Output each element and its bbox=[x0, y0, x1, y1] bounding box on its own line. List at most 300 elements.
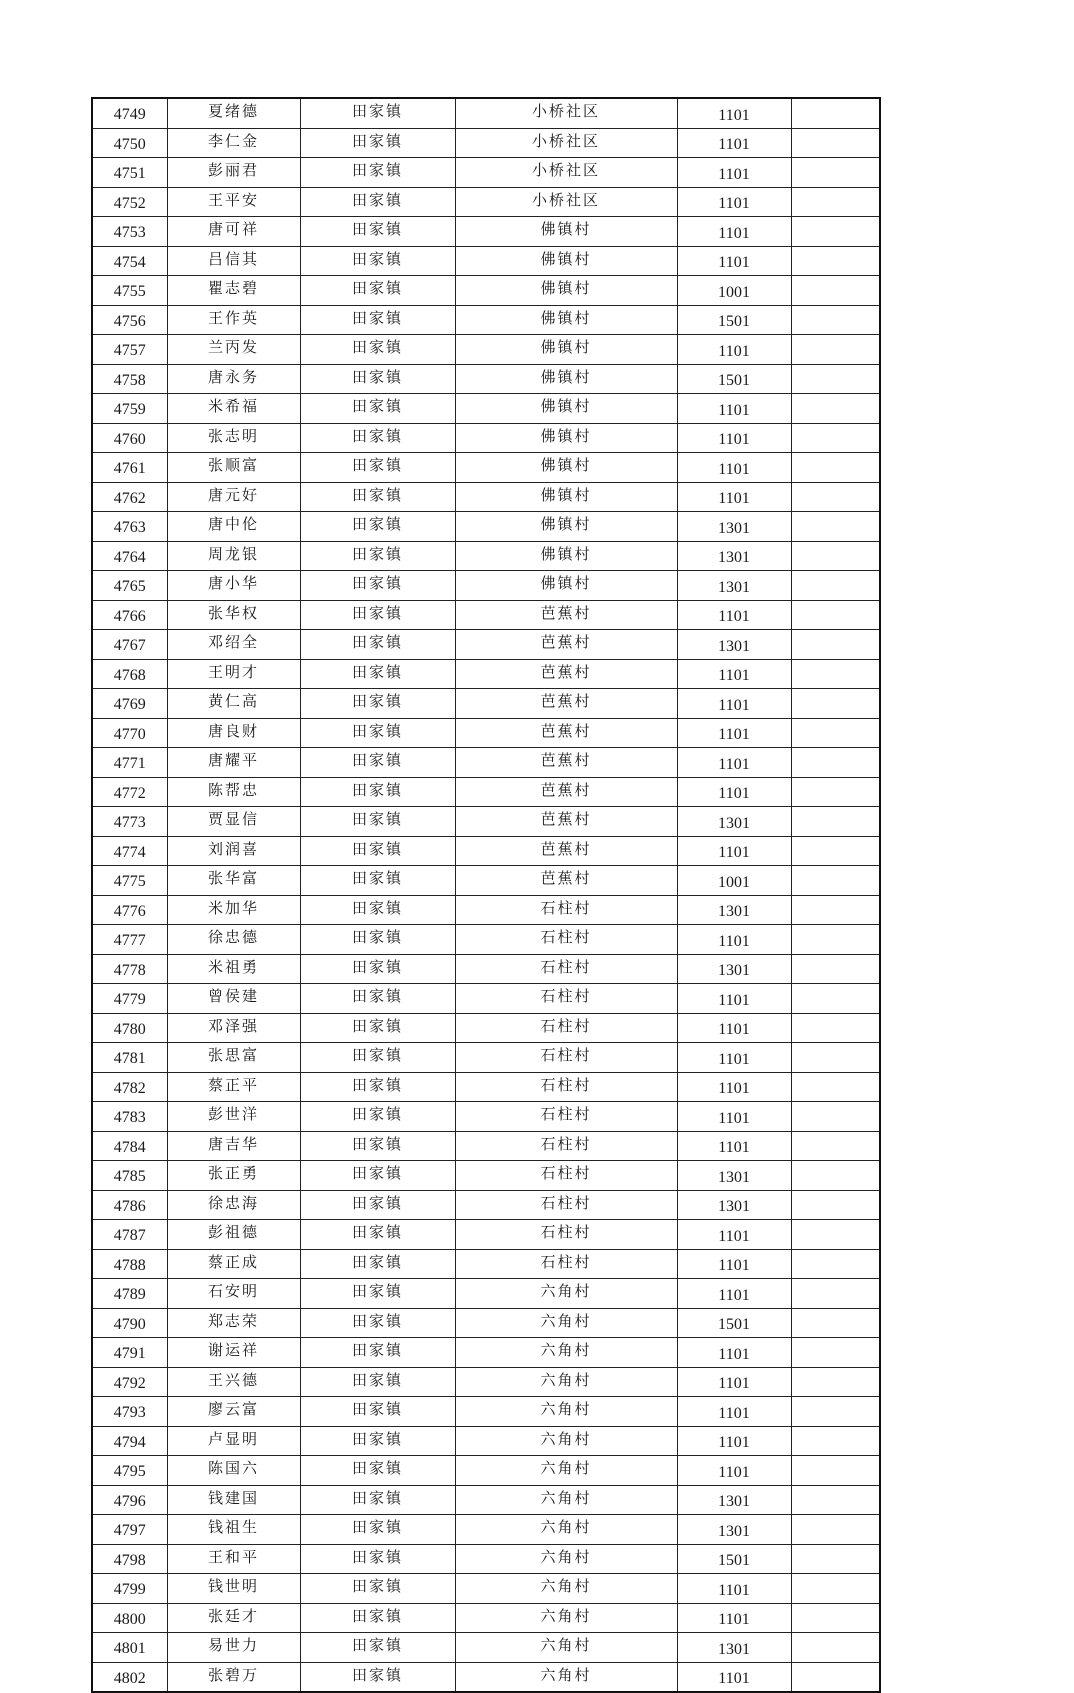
table-row bbox=[92, 158, 880, 188]
record-number-cell: 4753 bbox=[92, 217, 167, 247]
record-number-cell: 4771 bbox=[92, 748, 167, 778]
record-number-cell: 4798 bbox=[92, 1544, 167, 1574]
note-cell bbox=[791, 1367, 880, 1397]
person-name-cell: 唐中伦 bbox=[167, 512, 300, 542]
table-row bbox=[92, 689, 880, 719]
village-cell: 六角村 bbox=[455, 1426, 677, 1456]
record-number-cell: 4783 bbox=[92, 1102, 167, 1132]
person-name-cell: 钱建国 bbox=[167, 1485, 300, 1515]
code-cell: 1501 bbox=[677, 1308, 791, 1338]
note-cell bbox=[791, 98, 880, 128]
note-cell bbox=[791, 571, 880, 601]
table-row bbox=[92, 1220, 880, 1250]
person-name-cell: 邓泽强 bbox=[167, 1013, 300, 1043]
record-number-cell: 4793 bbox=[92, 1397, 167, 1427]
town-cell: 田家镇 bbox=[300, 1190, 455, 1220]
table-row bbox=[92, 630, 880, 660]
village-cell: 石柱村 bbox=[455, 1013, 677, 1043]
record-number-cell: 4766 bbox=[92, 600, 167, 630]
record-number-cell: 4764 bbox=[92, 541, 167, 571]
note-cell bbox=[791, 1190, 880, 1220]
code-cell: 1301 bbox=[677, 571, 791, 601]
town-cell: 田家镇 bbox=[300, 777, 455, 807]
person-name-cell: 米加华 bbox=[167, 895, 300, 925]
table-row bbox=[92, 748, 880, 778]
person-name-cell: 夏绪德 bbox=[167, 98, 300, 128]
village-cell: 石柱村 bbox=[455, 925, 677, 955]
note-cell bbox=[791, 748, 880, 778]
code-cell: 1101 bbox=[677, 1072, 791, 1102]
table-row bbox=[92, 1662, 880, 1692]
record-number-cell: 4776 bbox=[92, 895, 167, 925]
town-cell: 田家镇 bbox=[300, 1485, 455, 1515]
table-row bbox=[92, 571, 880, 601]
village-cell: 六角村 bbox=[455, 1574, 677, 1604]
table-row bbox=[92, 335, 880, 365]
note-cell bbox=[791, 807, 880, 837]
table-row bbox=[92, 600, 880, 630]
code-cell: 1101 bbox=[677, 718, 791, 748]
village-cell: 佛镇村 bbox=[455, 305, 677, 335]
code-cell: 1101 bbox=[677, 1426, 791, 1456]
village-cell: 佛镇村 bbox=[455, 276, 677, 306]
table-row bbox=[92, 364, 880, 394]
record-number-cell: 4790 bbox=[92, 1308, 167, 1338]
record-number-cell: 4782 bbox=[92, 1072, 167, 1102]
code-cell: 1001 bbox=[677, 866, 791, 896]
village-cell: 小桥社区 bbox=[455, 98, 677, 128]
town-cell: 田家镇 bbox=[300, 482, 455, 512]
code-cell: 1101 bbox=[677, 423, 791, 453]
person-name-cell: 郑志荣 bbox=[167, 1308, 300, 1338]
village-cell: 石柱村 bbox=[455, 954, 677, 984]
village-cell: 六角村 bbox=[455, 1633, 677, 1663]
town-cell: 田家镇 bbox=[300, 1220, 455, 1250]
code-cell: 1101 bbox=[677, 482, 791, 512]
table-row bbox=[92, 453, 880, 483]
town-cell: 田家镇 bbox=[300, 895, 455, 925]
village-cell: 六角村 bbox=[455, 1485, 677, 1515]
town-cell: 田家镇 bbox=[300, 1515, 455, 1545]
code-cell: 1501 bbox=[677, 364, 791, 394]
village-cell: 六角村 bbox=[455, 1367, 677, 1397]
town-cell: 田家镇 bbox=[300, 1662, 455, 1692]
note-cell bbox=[791, 1485, 880, 1515]
code-cell: 1101 bbox=[677, 1102, 791, 1132]
code-cell: 1301 bbox=[677, 807, 791, 837]
note-cell bbox=[791, 187, 880, 217]
table-row bbox=[92, 1102, 880, 1132]
note-cell bbox=[791, 541, 880, 571]
code-cell: 1101 bbox=[677, 1456, 791, 1486]
village-cell: 六角村 bbox=[455, 1603, 677, 1633]
person-name-cell: 刘润喜 bbox=[167, 836, 300, 866]
record-number-cell: 4763 bbox=[92, 512, 167, 542]
person-name-cell: 陈帮忠 bbox=[167, 777, 300, 807]
table-row bbox=[92, 1544, 880, 1574]
town-cell: 田家镇 bbox=[300, 541, 455, 571]
town-cell: 田家镇 bbox=[300, 1249, 455, 1279]
table-row bbox=[92, 1515, 880, 1545]
village-cell: 小桥社区 bbox=[455, 187, 677, 217]
person-name-cell: 米希福 bbox=[167, 394, 300, 424]
record-number-cell: 4781 bbox=[92, 1043, 167, 1073]
town-cell: 田家镇 bbox=[300, 659, 455, 689]
note-cell bbox=[791, 777, 880, 807]
village-cell: 石柱村 bbox=[455, 1190, 677, 1220]
village-cell: 六角村 bbox=[455, 1456, 677, 1486]
record-number-cell: 4752 bbox=[92, 187, 167, 217]
village-cell: 石柱村 bbox=[455, 1072, 677, 1102]
table-row bbox=[92, 305, 880, 335]
person-name-cell: 王兴德 bbox=[167, 1367, 300, 1397]
person-name-cell: 唐吉华 bbox=[167, 1131, 300, 1161]
table-body bbox=[92, 98, 880, 1692]
table-row bbox=[92, 1161, 880, 1191]
note-cell bbox=[791, 1515, 880, 1545]
person-name-cell: 张华富 bbox=[167, 866, 300, 896]
note-cell bbox=[791, 1338, 880, 1368]
code-cell: 1101 bbox=[677, 394, 791, 424]
person-name-cell: 邓绍全 bbox=[167, 630, 300, 660]
town-cell: 田家镇 bbox=[300, 364, 455, 394]
code-cell: 1101 bbox=[677, 1279, 791, 1309]
person-name-cell: 张碧万 bbox=[167, 1662, 300, 1692]
code-cell: 1101 bbox=[677, 1249, 791, 1279]
table-row bbox=[92, 1249, 880, 1279]
code-cell: 1101 bbox=[677, 1662, 791, 1692]
village-cell: 芭蕉村 bbox=[455, 807, 677, 837]
person-name-cell: 唐小华 bbox=[167, 571, 300, 601]
town-cell: 田家镇 bbox=[300, 246, 455, 276]
town-cell: 田家镇 bbox=[300, 1308, 455, 1338]
town-cell: 田家镇 bbox=[300, 423, 455, 453]
code-cell: 1101 bbox=[677, 1043, 791, 1073]
village-cell: 芭蕉村 bbox=[455, 659, 677, 689]
note-cell bbox=[791, 512, 880, 542]
person-name-cell: 徐忠德 bbox=[167, 925, 300, 955]
code-cell: 1101 bbox=[677, 1603, 791, 1633]
village-cell: 芭蕉村 bbox=[455, 630, 677, 660]
village-cell: 芭蕉村 bbox=[455, 836, 677, 866]
code-cell: 1101 bbox=[677, 98, 791, 128]
village-cell: 佛镇村 bbox=[455, 394, 677, 424]
table-row bbox=[92, 276, 880, 306]
note-cell bbox=[791, 866, 880, 896]
code-cell: 1101 bbox=[677, 600, 791, 630]
person-name-cell: 米祖勇 bbox=[167, 954, 300, 984]
table-row bbox=[92, 895, 880, 925]
village-cell: 石柱村 bbox=[455, 1220, 677, 1250]
record-number-cell: 4759 bbox=[92, 394, 167, 424]
note-cell bbox=[791, 1102, 880, 1132]
code-cell: 1101 bbox=[677, 187, 791, 217]
town-cell: 田家镇 bbox=[300, 128, 455, 158]
code-cell: 1101 bbox=[677, 1013, 791, 1043]
person-name-cell: 兰丙发 bbox=[167, 335, 300, 365]
person-name-cell: 王和平 bbox=[167, 1544, 300, 1574]
town-cell: 田家镇 bbox=[300, 689, 455, 719]
table-row bbox=[92, 1131, 880, 1161]
record-number-cell: 4757 bbox=[92, 335, 167, 365]
code-cell: 1101 bbox=[677, 659, 791, 689]
table-row bbox=[92, 1279, 880, 1309]
code-cell: 1101 bbox=[677, 158, 791, 188]
code-cell: 1101 bbox=[677, 217, 791, 247]
table-row bbox=[92, 187, 880, 217]
record-number-cell: 4779 bbox=[92, 984, 167, 1014]
record-number-cell: 4794 bbox=[92, 1426, 167, 1456]
code-cell: 1501 bbox=[677, 1544, 791, 1574]
town-cell: 田家镇 bbox=[300, 954, 455, 984]
town-cell: 田家镇 bbox=[300, 187, 455, 217]
record-number-cell: 4774 bbox=[92, 836, 167, 866]
person-name-cell: 唐元好 bbox=[167, 482, 300, 512]
code-cell: 1101 bbox=[677, 335, 791, 365]
village-cell: 佛镇村 bbox=[455, 335, 677, 365]
person-name-cell: 廖云富 bbox=[167, 1397, 300, 1427]
record-number-cell: 4789 bbox=[92, 1279, 167, 1309]
person-name-cell: 黄仁高 bbox=[167, 689, 300, 719]
person-name-cell: 唐可祥 bbox=[167, 217, 300, 247]
village-cell: 石柱村 bbox=[455, 1131, 677, 1161]
person-name-cell: 王平安 bbox=[167, 187, 300, 217]
person-name-cell: 彭世洋 bbox=[167, 1102, 300, 1132]
code-cell: 1301 bbox=[677, 630, 791, 660]
town-cell: 田家镇 bbox=[300, 1603, 455, 1633]
village-cell: 小桥社区 bbox=[455, 128, 677, 158]
table-row bbox=[92, 1308, 880, 1338]
code-cell: 1301 bbox=[677, 895, 791, 925]
note-cell bbox=[791, 1161, 880, 1191]
person-name-cell: 张华权 bbox=[167, 600, 300, 630]
note-cell bbox=[791, 1131, 880, 1161]
town-cell: 田家镇 bbox=[300, 512, 455, 542]
village-cell: 佛镇村 bbox=[455, 512, 677, 542]
town-cell: 田家镇 bbox=[300, 866, 455, 896]
note-cell bbox=[791, 364, 880, 394]
code-cell: 1301 bbox=[677, 1485, 791, 1515]
note-cell bbox=[791, 246, 880, 276]
note-cell bbox=[791, 1072, 880, 1102]
person-name-cell: 张顺富 bbox=[167, 453, 300, 483]
person-name-cell: 周龙银 bbox=[167, 541, 300, 571]
person-name-cell: 卢显明 bbox=[167, 1426, 300, 1456]
table-row bbox=[92, 423, 880, 453]
record-number-cell: 4775 bbox=[92, 866, 167, 896]
table-row bbox=[92, 541, 880, 571]
code-cell: 1101 bbox=[677, 246, 791, 276]
village-cell: 石柱村 bbox=[455, 1102, 677, 1132]
note-cell bbox=[791, 1426, 880, 1456]
person-name-cell: 彭丽君 bbox=[167, 158, 300, 188]
record-number-cell: 4777 bbox=[92, 925, 167, 955]
note-cell bbox=[791, 1043, 880, 1073]
village-cell: 佛镇村 bbox=[455, 364, 677, 394]
table-row bbox=[92, 1013, 880, 1043]
person-name-cell: 唐永务 bbox=[167, 364, 300, 394]
table-row bbox=[92, 1426, 880, 1456]
town-cell: 田家镇 bbox=[300, 158, 455, 188]
village-cell: 芭蕉村 bbox=[455, 718, 677, 748]
note-cell bbox=[791, 1544, 880, 1574]
person-name-cell: 瞿志碧 bbox=[167, 276, 300, 306]
town-cell: 田家镇 bbox=[300, 807, 455, 837]
town-cell: 田家镇 bbox=[300, 276, 455, 306]
note-cell bbox=[791, 1662, 880, 1692]
village-cell: 芭蕉村 bbox=[455, 689, 677, 719]
record-number-cell: 4762 bbox=[92, 482, 167, 512]
record-number-cell: 4770 bbox=[92, 718, 167, 748]
table-row bbox=[92, 866, 880, 896]
record-number-cell: 4755 bbox=[92, 276, 167, 306]
table-row bbox=[92, 984, 880, 1014]
code-cell: 1101 bbox=[677, 453, 791, 483]
note-cell bbox=[791, 423, 880, 453]
town-cell: 田家镇 bbox=[300, 1574, 455, 1604]
code-cell: 1101 bbox=[677, 925, 791, 955]
note-cell bbox=[791, 335, 880, 365]
note-cell bbox=[791, 1574, 880, 1604]
town-cell: 田家镇 bbox=[300, 925, 455, 955]
record-number-cell: 4801 bbox=[92, 1633, 167, 1663]
table-row bbox=[92, 217, 880, 247]
town-cell: 田家镇 bbox=[300, 1456, 455, 1486]
record-number-cell: 4749 bbox=[92, 98, 167, 128]
note-cell bbox=[791, 1397, 880, 1427]
village-cell: 六角村 bbox=[455, 1308, 677, 1338]
table-row bbox=[92, 1397, 880, 1427]
code-cell: 1301 bbox=[677, 1633, 791, 1663]
record-number-cell: 4761 bbox=[92, 453, 167, 483]
village-cell: 石柱村 bbox=[455, 1249, 677, 1279]
town-cell: 田家镇 bbox=[300, 1279, 455, 1309]
code-cell: 1101 bbox=[677, 1574, 791, 1604]
town-cell: 田家镇 bbox=[300, 1043, 455, 1073]
person-name-cell: 张思富 bbox=[167, 1043, 300, 1073]
note-cell bbox=[791, 600, 880, 630]
person-name-cell: 唐耀平 bbox=[167, 748, 300, 778]
table-row bbox=[92, 1633, 880, 1663]
table-row bbox=[92, 128, 880, 158]
code-cell: 1301 bbox=[677, 1515, 791, 1545]
record-number-cell: 4800 bbox=[92, 1603, 167, 1633]
village-cell: 佛镇村 bbox=[455, 423, 677, 453]
town-cell: 田家镇 bbox=[300, 1338, 455, 1368]
note-cell bbox=[791, 1013, 880, 1043]
note-cell bbox=[791, 1603, 880, 1633]
village-cell: 芭蕉村 bbox=[455, 777, 677, 807]
village-cell: 佛镇村 bbox=[455, 217, 677, 247]
town-cell: 田家镇 bbox=[300, 1397, 455, 1427]
town-cell: 田家镇 bbox=[300, 1102, 455, 1132]
table-row bbox=[92, 1072, 880, 1102]
town-cell: 田家镇 bbox=[300, 1131, 455, 1161]
table-row bbox=[92, 1456, 880, 1486]
town-cell: 田家镇 bbox=[300, 453, 455, 483]
code-cell: 1501 bbox=[677, 305, 791, 335]
note-cell bbox=[791, 689, 880, 719]
note-cell bbox=[791, 305, 880, 335]
note-cell bbox=[791, 659, 880, 689]
record-number-cell: 4791 bbox=[92, 1338, 167, 1368]
person-name-cell: 易世力 bbox=[167, 1633, 300, 1663]
village-cell: 六角村 bbox=[455, 1515, 677, 1545]
village-cell: 佛镇村 bbox=[455, 482, 677, 512]
person-name-cell: 曾侯建 bbox=[167, 984, 300, 1014]
table-row bbox=[92, 1043, 880, 1073]
person-name-cell: 张廷才 bbox=[167, 1603, 300, 1633]
person-name-cell: 唐良财 bbox=[167, 718, 300, 748]
person-name-cell: 贾显信 bbox=[167, 807, 300, 837]
village-cell: 芭蕉村 bbox=[455, 748, 677, 778]
note-cell bbox=[791, 1456, 880, 1486]
table-row bbox=[92, 1603, 880, 1633]
record-number-cell: 4758 bbox=[92, 364, 167, 394]
village-cell: 石柱村 bbox=[455, 1161, 677, 1191]
town-cell: 田家镇 bbox=[300, 1544, 455, 1574]
village-cell: 石柱村 bbox=[455, 1043, 677, 1073]
record-number-cell: 4787 bbox=[92, 1220, 167, 1250]
code-cell: 1301 bbox=[677, 541, 791, 571]
village-cell: 佛镇村 bbox=[455, 571, 677, 601]
note-cell bbox=[791, 217, 880, 247]
record-number-cell: 4784 bbox=[92, 1131, 167, 1161]
person-name-cell: 石安明 bbox=[167, 1279, 300, 1309]
code-cell: 1101 bbox=[677, 777, 791, 807]
town-cell: 田家镇 bbox=[300, 1013, 455, 1043]
table-row bbox=[92, 1367, 880, 1397]
code-cell: 1101 bbox=[677, 836, 791, 866]
note-cell bbox=[791, 925, 880, 955]
note-cell bbox=[791, 1279, 880, 1309]
person-name-cell: 李仁金 bbox=[167, 128, 300, 158]
record-number-cell: 4778 bbox=[92, 954, 167, 984]
code-cell: 1101 bbox=[677, 1397, 791, 1427]
village-cell: 六角村 bbox=[455, 1662, 677, 1692]
record-number-cell: 4765 bbox=[92, 571, 167, 601]
person-name-cell: 张志明 bbox=[167, 423, 300, 453]
person-name-cell: 王明才 bbox=[167, 659, 300, 689]
table-row bbox=[92, 807, 880, 837]
note-cell bbox=[791, 482, 880, 512]
person-name-cell: 蔡正成 bbox=[167, 1249, 300, 1279]
record-number-cell: 4780 bbox=[92, 1013, 167, 1043]
record-number-cell: 4754 bbox=[92, 246, 167, 276]
person-name-cell: 钱世明 bbox=[167, 1574, 300, 1604]
note-cell bbox=[791, 1220, 880, 1250]
record-number-cell: 4792 bbox=[92, 1367, 167, 1397]
village-cell: 芭蕉村 bbox=[455, 866, 677, 896]
village-cell: 佛镇村 bbox=[455, 246, 677, 276]
town-cell: 田家镇 bbox=[300, 1633, 455, 1663]
town-cell: 田家镇 bbox=[300, 718, 455, 748]
record-number-cell: 4756 bbox=[92, 305, 167, 335]
town-cell: 田家镇 bbox=[300, 1161, 455, 1191]
record-number-cell: 4750 bbox=[92, 128, 167, 158]
village-cell: 六角村 bbox=[455, 1544, 677, 1574]
table-row bbox=[92, 512, 880, 542]
record-number-cell: 4773 bbox=[92, 807, 167, 837]
person-name-cell: 蔡正平 bbox=[167, 1072, 300, 1102]
person-name-cell: 陈国六 bbox=[167, 1456, 300, 1486]
record-number-cell: 4785 bbox=[92, 1161, 167, 1191]
note-cell bbox=[791, 1249, 880, 1279]
record-number-cell: 4799 bbox=[92, 1574, 167, 1604]
code-cell: 1101 bbox=[677, 748, 791, 778]
town-cell: 田家镇 bbox=[300, 836, 455, 866]
note-cell bbox=[791, 718, 880, 748]
